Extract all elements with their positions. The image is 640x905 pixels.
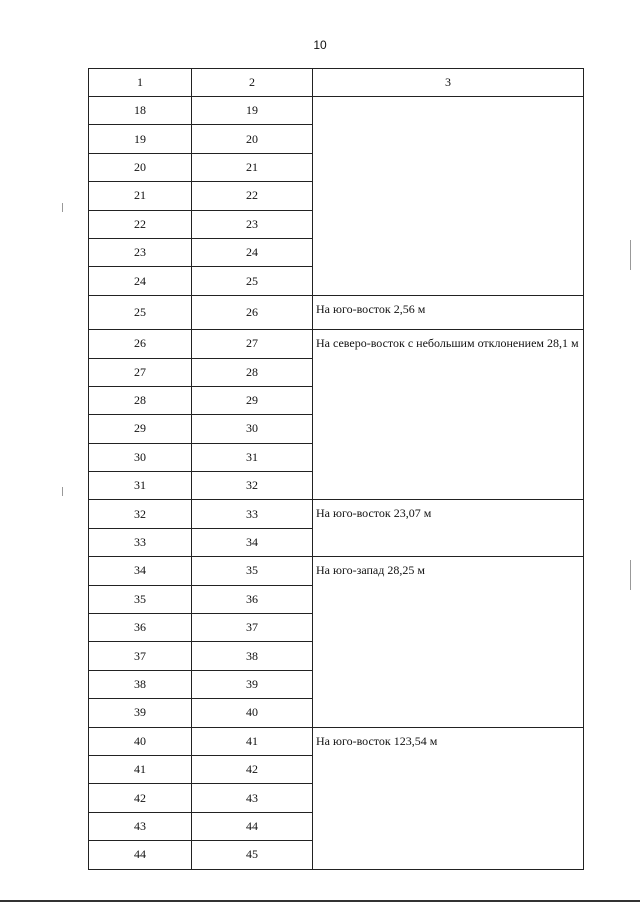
page-number: 10 [313, 38, 327, 52]
point-to-cell: 39 [192, 670, 313, 698]
right-edge-mark [630, 240, 631, 270]
point-from-cell: 31 [89, 472, 192, 500]
point-to-cell: 34 [192, 528, 313, 556]
header-cell-col3: 3 [313, 69, 584, 97]
point-from-cell: 44 [89, 841, 192, 869]
table-row [89, 330, 584, 358]
point-to-cell: 19 [192, 97, 313, 125]
point-to-cell: 42 [192, 755, 313, 783]
point-to-cell: 23 [192, 210, 313, 238]
direction-description-cell [313, 97, 584, 296]
point-from-cell: 34 [89, 557, 192, 585]
point-from-cell: 41 [89, 755, 192, 783]
point-from-cell: 42 [89, 784, 192, 812]
direction-description-cell: На юго-восток 2,56 м [313, 295, 584, 329]
point-to-cell: 26 [192, 295, 313, 329]
point-from-cell: 43 [89, 812, 192, 840]
right-edge-mark [630, 560, 631, 590]
point-from-cell: 30 [89, 443, 192, 471]
point-from-cell: 38 [89, 670, 192, 698]
point-to-cell: 21 [192, 153, 313, 181]
header-cell-col1: 1 [89, 69, 192, 97]
point-to-cell: 37 [192, 614, 313, 642]
point-to-cell: 40 [192, 699, 313, 727]
point-from-cell: 27 [89, 358, 192, 386]
point-from-cell: 32 [89, 500, 192, 528]
direction-description-cell: На юго-восток 23,07 м [313, 500, 584, 557]
table-row [89, 295, 584, 329]
table-header-row [89, 69, 584, 97]
point-from-cell: 23 [89, 238, 192, 266]
point-to-cell: 33 [192, 500, 313, 528]
direction-description-cell: На северо-восток с небольшим отклонением 28,1 м [313, 330, 584, 500]
point-from-cell: 28 [89, 386, 192, 414]
point-from-cell: 37 [89, 642, 192, 670]
table-row [89, 500, 584, 528]
point-from-cell: 24 [89, 267, 192, 295]
point-from-cell: 29 [89, 415, 192, 443]
table-row [89, 97, 584, 125]
point-from-cell: 40 [89, 727, 192, 755]
header-cell-col2: 2 [192, 69, 313, 97]
point-to-cell: 44 [192, 812, 313, 840]
point-to-cell: 41 [192, 727, 313, 755]
point-from-cell: 19 [89, 125, 192, 153]
point-to-cell: 30 [192, 415, 313, 443]
point-from-cell: 26 [89, 330, 192, 358]
point-to-cell: 38 [192, 642, 313, 670]
point-from-cell: 25 [89, 295, 192, 329]
point-to-cell: 27 [192, 330, 313, 358]
point-to-cell: 29 [192, 386, 313, 414]
point-from-cell: 22 [89, 210, 192, 238]
point-to-cell: 35 [192, 557, 313, 585]
point-to-cell: 45 [192, 841, 313, 869]
boundary-points-table [88, 68, 584, 870]
point-to-cell: 31 [192, 443, 313, 471]
scan-bottom-border [0, 900, 640, 902]
point-to-cell: 24 [192, 238, 313, 266]
point-to-cell: 22 [192, 182, 313, 210]
point-from-cell: 21 [89, 182, 192, 210]
point-from-cell: 18 [89, 97, 192, 125]
point-from-cell: 20 [89, 153, 192, 181]
point-to-cell: 36 [192, 585, 313, 613]
point-from-cell: 36 [89, 614, 192, 642]
direction-description-cell: На юго-восток 123,54 м [313, 727, 584, 869]
point-from-cell: 35 [89, 585, 192, 613]
point-to-cell: 32 [192, 472, 313, 500]
point-to-cell: 28 [192, 358, 313, 386]
point-from-cell: 33 [89, 528, 192, 556]
direction-description-cell: На юго-запад 28,25 м [313, 557, 584, 727]
table-row [89, 557, 584, 585]
point-from-cell: 39 [89, 699, 192, 727]
left-margin-mark [62, 487, 63, 496]
table-row [89, 727, 584, 755]
point-to-cell: 20 [192, 125, 313, 153]
point-to-cell: 25 [192, 267, 313, 295]
left-margin-mark [62, 203, 63, 212]
point-to-cell: 43 [192, 784, 313, 812]
